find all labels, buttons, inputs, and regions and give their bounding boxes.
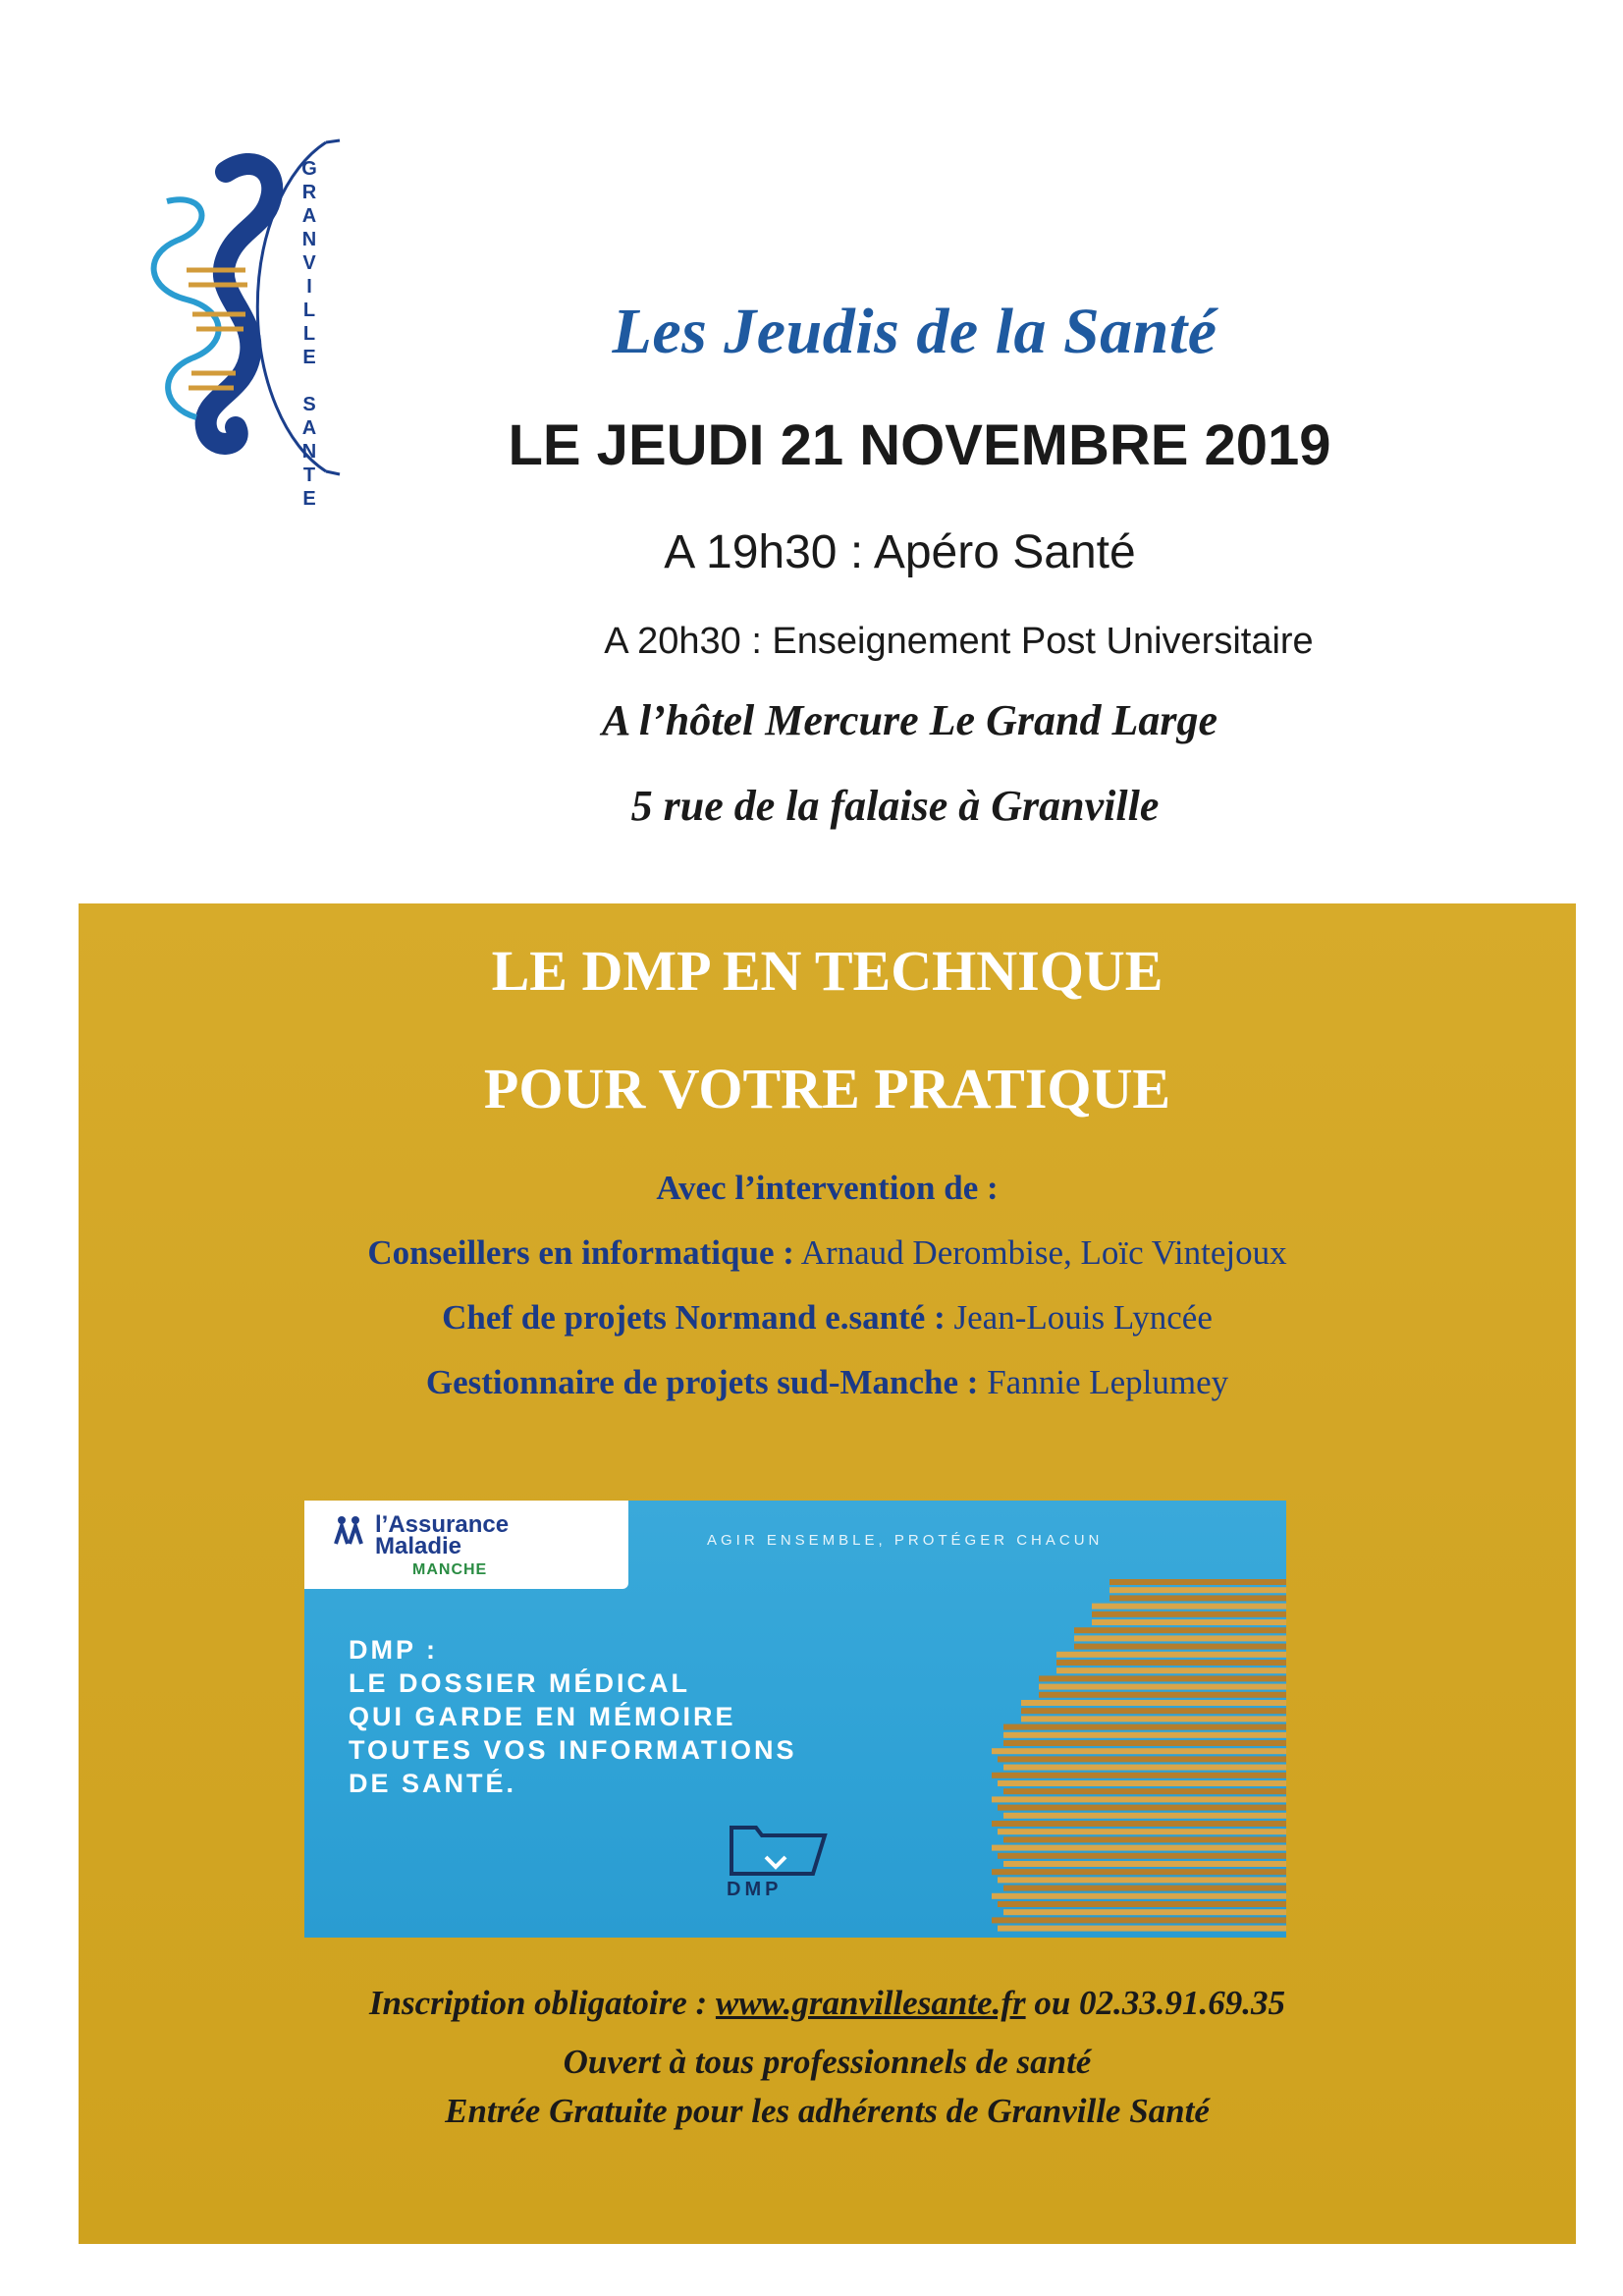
logo-letter: N	[301, 441, 317, 463]
paper-sheet	[998, 1756, 1286, 1762]
am-region: MANCHE	[412, 1561, 488, 1578]
paper-sheet	[1003, 1732, 1286, 1738]
paper-sheet	[1092, 1612, 1286, 1617]
speaker-role: Conseillers en informatique :	[367, 1233, 794, 1272]
dmp-line: QUI GARDE EN MÉMOIRE	[349, 1702, 736, 1731]
logo-letter	[295, 369, 324, 393]
paper-sheet	[1074, 1644, 1286, 1650]
assurance-maladie-logo	[304, 1501, 628, 1589]
paper-sheet	[1003, 1909, 1286, 1915]
dmp-folder-icon	[727, 1820, 835, 1879]
program-panel	[79, 903, 1576, 2244]
am-tagline: AGIR ENSEMBLE, PROTÉGER CHACUN	[707, 1532, 1104, 1549]
paper-sheet	[1109, 1579, 1286, 1585]
dmp-description	[349, 1633, 957, 1800]
paper-sheet	[1021, 1708, 1286, 1714]
paper-sheet	[1021, 1716, 1286, 1722]
logo-letter: L	[302, 300, 316, 321]
speaker-role: Chef de projets Normand e.santé :	[442, 1298, 946, 1337]
paper-sheet	[1003, 1765, 1286, 1771]
speaker-names: Jean-Louis Lyncée	[945, 1298, 1213, 1337]
paper-sheet	[998, 1829, 1286, 1834]
paper-sheet	[998, 1901, 1286, 1907]
free-entry-line: Entrée Gratuite pour les adhérents de Granville Santé	[445, 2092, 1210, 2130]
paper-sheet	[992, 1748, 1286, 1754]
paper-sheet	[998, 1926, 1286, 1932]
speaker-line	[79, 1233, 1576, 1273]
registration-label: Inscription obligatoire :	[368, 1984, 716, 2022]
paper-sheet	[1056, 1660, 1286, 1666]
speaker-line	[79, 1363, 1576, 1402]
paper-sheet	[1092, 1604, 1286, 1610]
am-name-line2: Maladie	[375, 1533, 462, 1559]
paper-sheet	[998, 1805, 1286, 1811]
dmp-line: DMP :	[349, 1635, 439, 1665]
registration-line	[79, 1984, 1576, 2023]
dmp-line: DE SANTÉ.	[349, 1769, 517, 1798]
website-link[interactable]: www.granvillesante.fr	[715, 1984, 1026, 2022]
logo-letter: I	[306, 276, 312, 298]
logo-letter: L	[302, 323, 316, 345]
paper-sheet	[992, 1869, 1286, 1875]
paper-sheet	[1003, 1861, 1286, 1867]
speaker-line	[79, 1298, 1576, 1338]
logo-letter: N	[301, 229, 317, 250]
with-label: Avec l’intervention de :	[656, 1169, 999, 1207]
paper-sheet	[1092, 1619, 1286, 1625]
event-series-title: Les Jeudis de la Santé	[612, 296, 1217, 367]
paper-sheet	[1074, 1635, 1286, 1641]
paper-sheet	[992, 1773, 1286, 1778]
paper-sheet	[1039, 1675, 1286, 1681]
paper-sheet	[992, 1821, 1286, 1827]
logo-letter: R	[301, 182, 317, 203]
paper-sheet	[1056, 1667, 1286, 1673]
paper-sheet	[1021, 1700, 1286, 1706]
address: 5 rue de la falaise à Granville	[630, 782, 1160, 830]
paper-sheet	[992, 1845, 1286, 1851]
paper-sheet	[1003, 1740, 1286, 1746]
paper-sheet	[1003, 1836, 1286, 1842]
paper-sheet	[1109, 1587, 1286, 1593]
speaker-names: Fannie Leplumey	[978, 1363, 1229, 1401]
paper-sheet	[1003, 1886, 1286, 1891]
epu-time: A 20h30 : Enseignement Post Universitaire	[604, 621, 1314, 662]
paper-sheet	[1039, 1692, 1286, 1698]
event-date: LE JEUDI 21 NOVEMBRE 2019	[508, 413, 1331, 477]
panel-title-line2: POUR VOTRE PRATIQUE	[483, 1057, 1171, 1121]
phone: ou 02.33.91.69.35	[1025, 1984, 1286, 2022]
paper-sheet	[992, 1917, 1286, 1923]
paper-sheet	[1056, 1652, 1286, 1658]
logo-letter: E	[302, 488, 316, 510]
paper-sheet	[998, 1853, 1286, 1859]
speaker-role: Gestionnaire de projets sud-Manche :	[425, 1363, 979, 1401]
panel-title-line1: LE DMP EN TECHNIQUE	[491, 939, 1163, 1003]
paper-sheet	[998, 1780, 1286, 1786]
paper-sheet	[1003, 1813, 1286, 1819]
paper-sheet	[992, 1796, 1286, 1802]
paper-sheet	[1003, 1788, 1286, 1794]
paper-sheet	[1039, 1684, 1286, 1690]
apero-time: A 19h30 : Apéro Santé	[664, 526, 1136, 578]
am-name-line1: l’Assurance	[375, 1511, 510, 1538]
logo-letter: S	[302, 394, 316, 415]
assurance-maladie-figures-icon	[332, 1514, 371, 1548]
logo-letter: G	[301, 158, 317, 180]
speaker-names: Arnaud Derombise, Loïc Vintejoux	[793, 1233, 1287, 1272]
logo-letter: E	[302, 347, 316, 368]
logo-letter: T	[302, 465, 316, 486]
paper-stack-image	[992, 1559, 1286, 1938]
logo-letter: A	[301, 205, 317, 227]
venue: A l’hôtel Mercure Le Grand Large	[602, 696, 1217, 744]
paper-sheet	[1074, 1627, 1286, 1633]
dmp-logo-label: DMP	[727, 1879, 783, 1900]
dmp-banner	[304, 1501, 1286, 1938]
paper-sheet	[998, 1877, 1286, 1883]
dmp-line: LE DOSSIER MÉDICAL	[349, 1668, 691, 1698]
paper-sheet	[1109, 1595, 1286, 1601]
logo-letter: A	[301, 417, 317, 439]
paper-sheet	[992, 1893, 1286, 1899]
dmp-line: TOUTES VOS INFORMATIONS	[349, 1735, 797, 1765]
logo-letter: V	[302, 252, 316, 274]
open-to-line: Ouvert à tous professionnels de santé	[563, 2043, 1092, 2081]
paper-sheet	[1003, 1724, 1286, 1730]
